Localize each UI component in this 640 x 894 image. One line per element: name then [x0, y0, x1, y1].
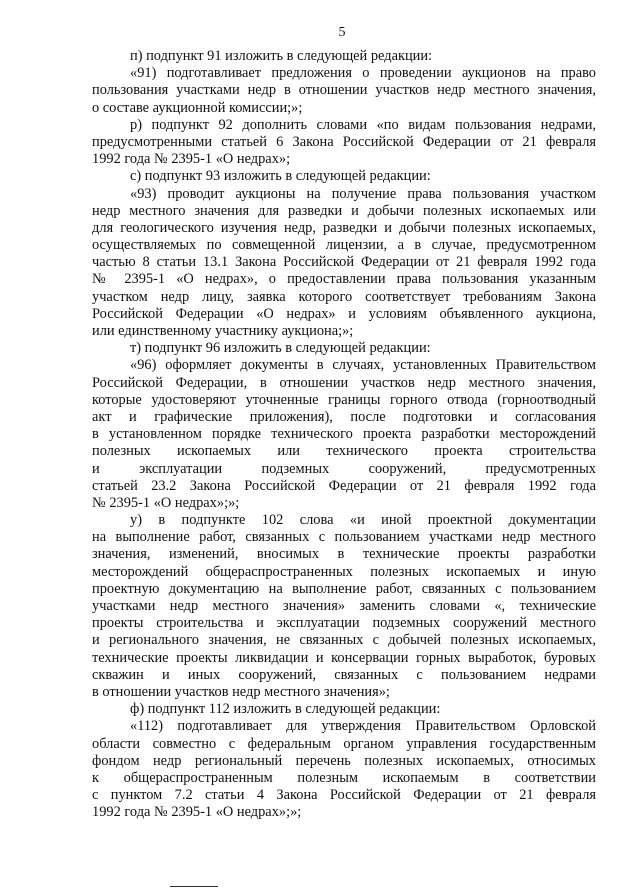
text-line: в установленном порядке технического проекта разработки месторождений	[92, 426, 596, 443]
text-line: р) подпункт 92 дополнить словами «по видам пользования недрами,	[130, 116, 596, 133]
text-line: значения, изменений, вносимых в технические проекты разработки	[92, 546, 596, 563]
paragraph	[92, 65, 596, 117]
text-line: «96) оформляет документы в случаях, установленных Правительством	[130, 357, 596, 374]
paragraph	[92, 701, 596, 718]
text-line: № 2395-1 «О недрах»;»;	[92, 494, 240, 511]
paragraph	[92, 340, 596, 357]
text-line: № 2395-1 «О недрах», о предоставлении права пользования указанным	[92, 271, 596, 288]
text-line: п) подпункт 91 изложить в следующей редакции:	[130, 48, 433, 64]
text-line: которые удостоверяют уточненные границы горного отвода (горноотводный	[92, 391, 596, 408]
text-line: ф) подпункт 112 изложить в следующей редакции:	[130, 701, 441, 718]
paragraph	[92, 186, 596, 341]
text-line: и регионального значения, не связанных с добычей полезных ископаемых,	[92, 632, 596, 649]
text-line: 1992 года № 2395-1 «О недрах»;	[92, 151, 291, 168]
page-number: 5	[338, 25, 346, 40]
text-line: предусмотренными статьей 6 Закона Российской Федерации от 21 февраля	[92, 133, 596, 150]
text-line: в отношении участков недр местного значения»;	[92, 683, 390, 700]
paragraph	[92, 48, 596, 65]
text-line: к общераспространенным полезным ископаемым в соответствии	[92, 769, 596, 786]
text-line: статьей 23.2 Закона Российской Федерации от 21 февраля 1992 года	[92, 477, 596, 494]
paragraph	[92, 357, 596, 512]
text-line: недр местного значения для разведки и добычи полезных ископаемых или	[92, 202, 596, 219]
text-line: области совместно с федеральным органом управления государственным	[92, 735, 596, 752]
text-line: технические проекты ликвидации и консервации горных выработок, буровых	[92, 649, 596, 666]
paragraph	[92, 512, 596, 701]
text-line: «91) подготавливает предложения о проведении аукционов на право	[130, 65, 596, 82]
paragraph	[92, 718, 596, 821]
text-line: проектную документацию на выполнение работ, связанных с пользованием	[92, 580, 596, 597]
text-line: «93) проводит аукционы на получение права пользования участком	[130, 185, 596, 202]
text-line: с пунктом 7.2 статьи 4 Закона Российской Федерации от 21 февраля	[92, 787, 596, 804]
text-line: акт и графические приложения), после подготовки и согласования	[92, 408, 596, 425]
text-line: месторождений общераспространенных полезных ископаемых и иную	[92, 563, 596, 580]
text-line: «112) подготавливает для утверждения Правительством Орловской	[130, 718, 596, 735]
text-line: фондом недр региональный перечень полезных ископаемых, относимых	[92, 752, 596, 769]
paragraph	[92, 168, 596, 185]
text-line: осуществляемых по совмещенной лицензии, а в случае, предусмотренном	[92, 237, 596, 254]
text-line: Российской Федерации, в отношении участков недр местного значения,	[92, 374, 596, 391]
text-line: т) подпункт 96 изложить в следующей редакции:	[130, 340, 431, 357]
footnote-divider	[170, 886, 218, 887]
text-line: о составе аукционной комиссии;»;	[92, 99, 303, 116]
text-line: проекты строительства и эксплуатации подземных сооружений местного	[92, 615, 596, 632]
text-line: Российской Федерации «О недрах» и условиям объявленного аукциона,	[92, 305, 596, 322]
text-line: у) в подпункте 102 слова «и иной проектной документации	[130, 512, 596, 529]
text-line: участками недр местного значения» заменить словами «, технические	[92, 598, 596, 614]
text-line: полезных ископаемых или технического проекта строительства	[92, 443, 596, 460]
text-line: и эксплуатации подземных сооружений, предусмотренных	[92, 460, 596, 477]
text-line: на выполнение работ, связанных с пользованием участками недр местного	[92, 529, 596, 546]
text-line: скважин и иных сооружений, связанных с пользованием недрами	[92, 666, 596, 683]
text-line: или единственному участнику аукциона;»;	[92, 323, 354, 339]
document-body	[92, 48, 596, 821]
text-line: для геологического изучения недр, разведки и добычи полезных ископаемых,	[92, 219, 596, 236]
text-line: с) подпункт 93 изложить в следующей редакции:	[130, 168, 431, 185]
text-line: участком недр лицу, заявка которого соответствует требованиям Закона	[92, 288, 596, 305]
text-line: пользования участками недр в отношении участков недр местного значения,	[92, 82, 596, 99]
text-line: 1992 года № 2395-1 «О недрах»;»;	[92, 804, 302, 821]
text-line: частью 8 статьи 13.1 Закона Российской Федерации от 21 февраля 1992 года	[92, 254, 596, 271]
paragraph	[92, 117, 596, 169]
